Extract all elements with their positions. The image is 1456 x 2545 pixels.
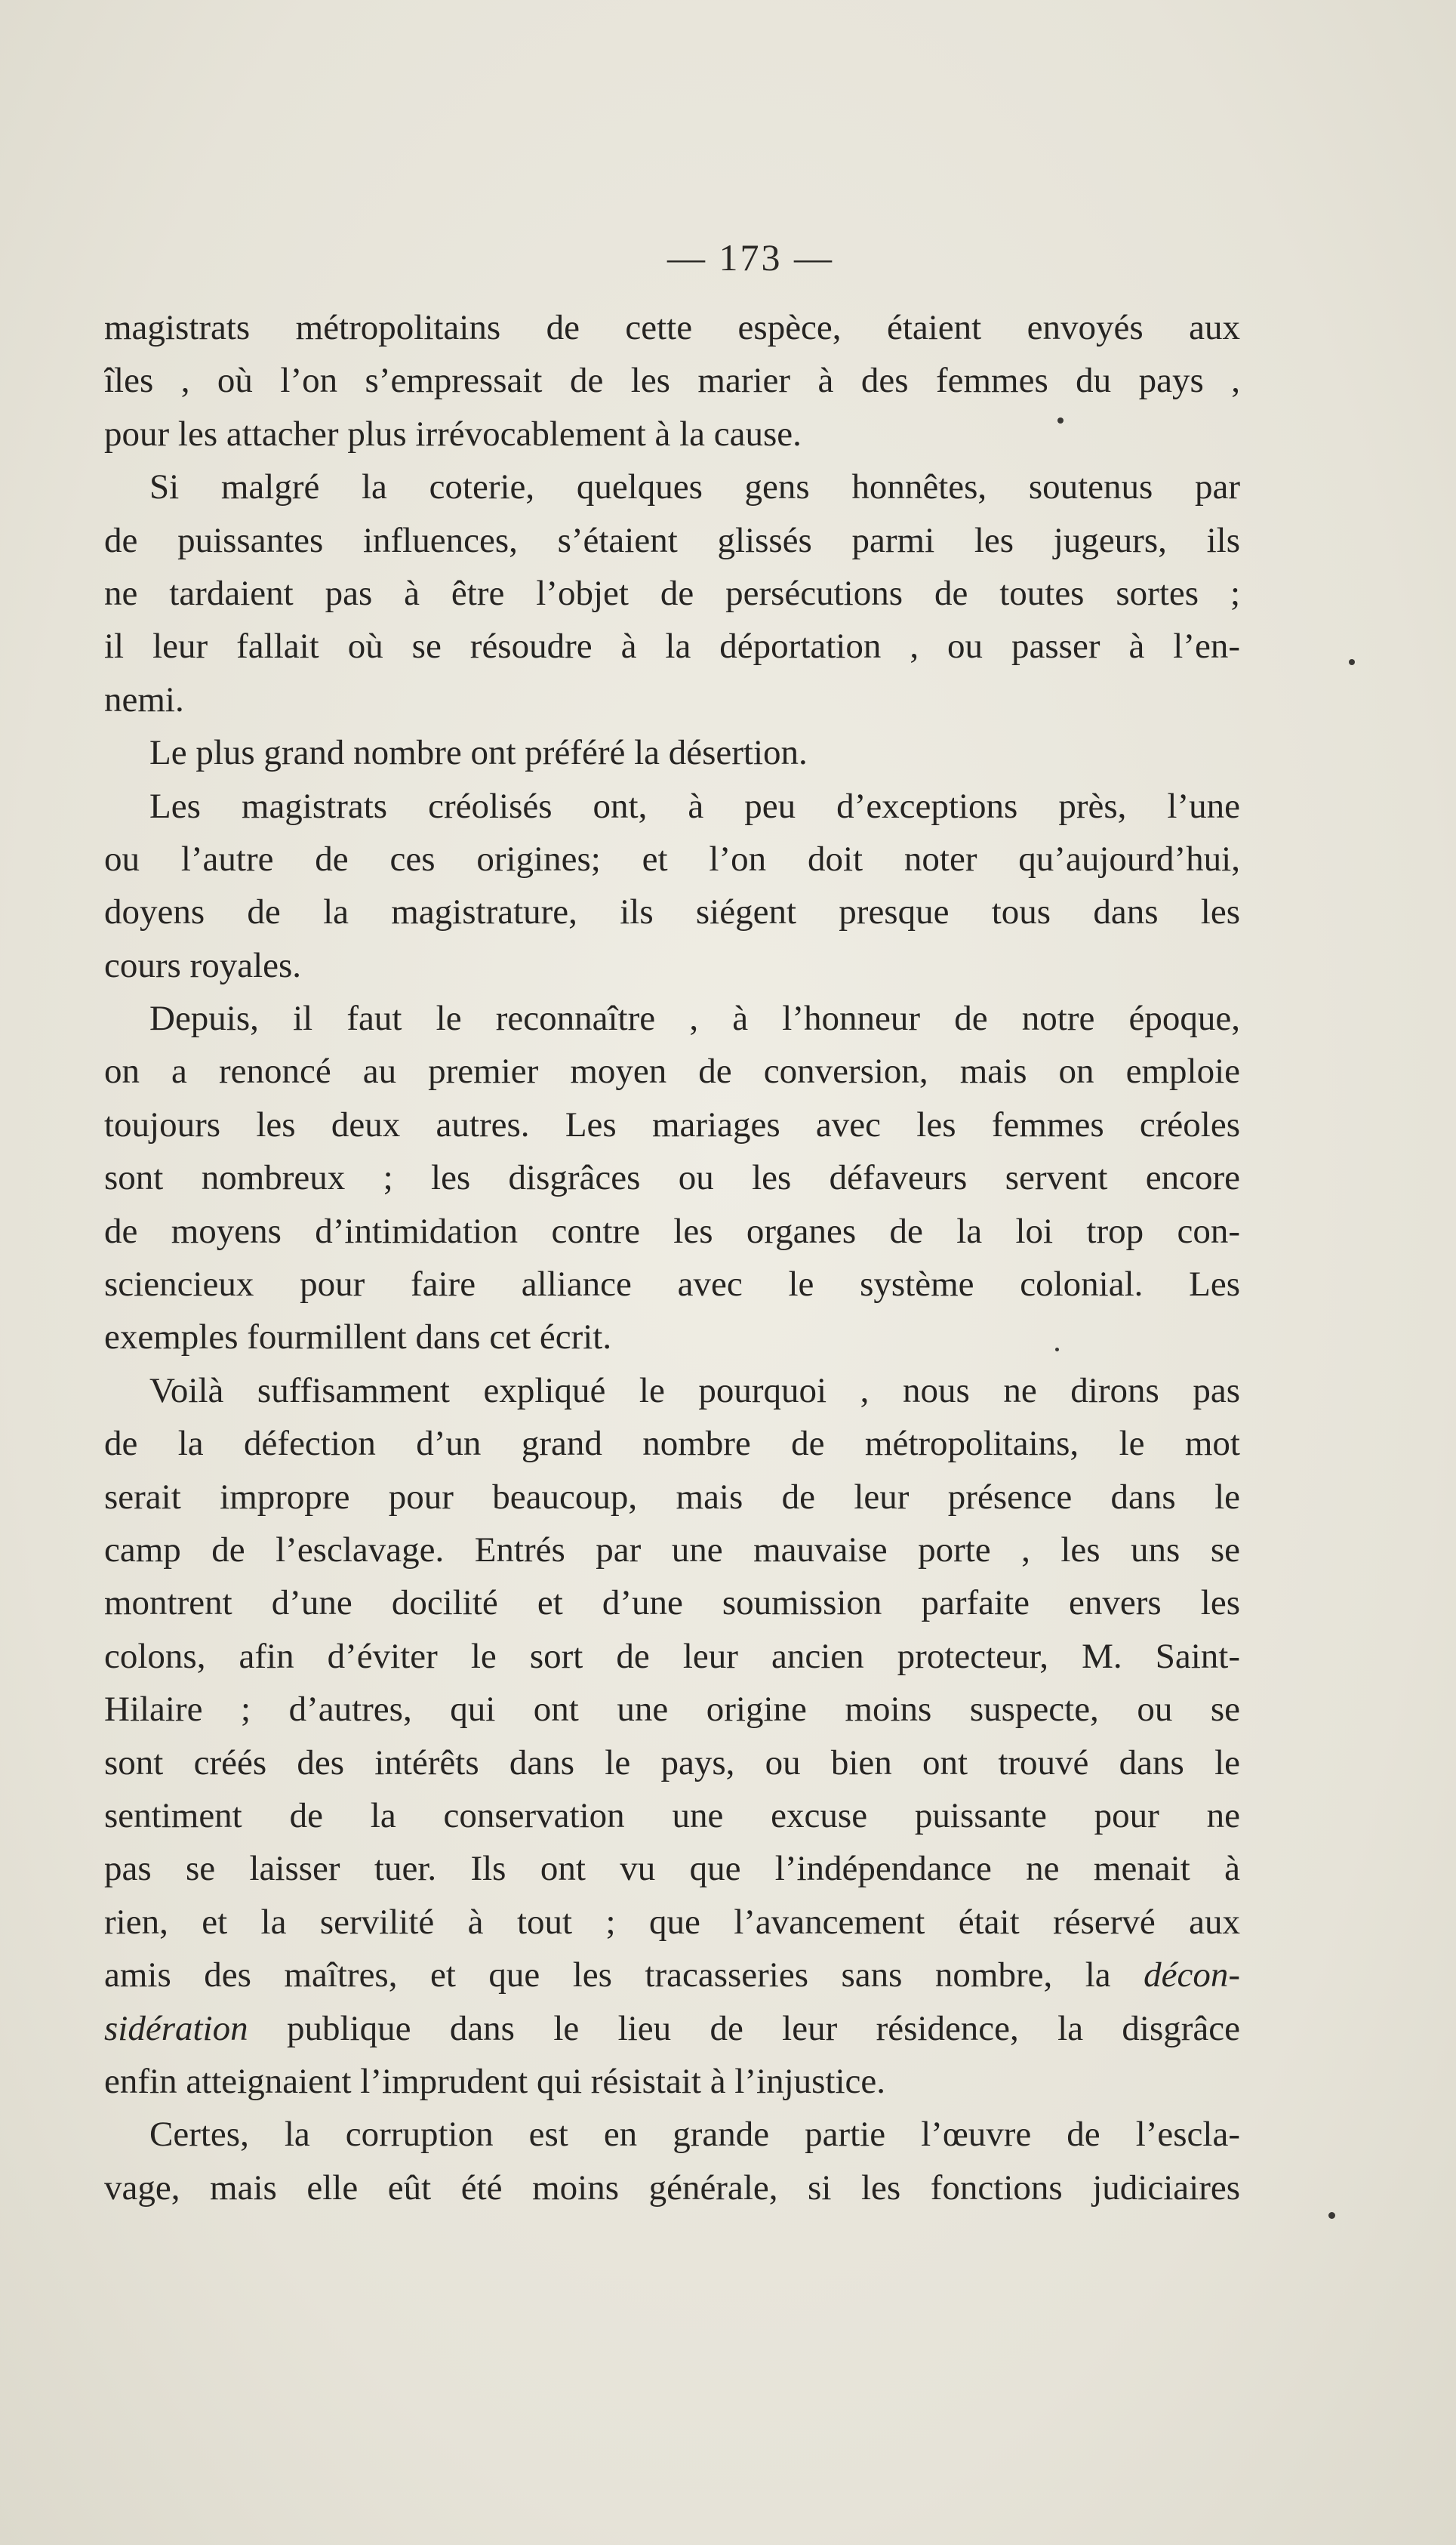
text-line [104,1471,1240,1524]
text-line [104,1417,1240,1470]
text-line [104,1736,1240,1789]
italic-text: décon- [1144,1955,1240,1995]
line-text: Depuis, il faut le reconnaître , à l’honneur de notre époque, [149,999,1240,1039]
text-line [104,354,1240,407]
text-line [104,780,1240,833]
text-line [104,2161,1240,2214]
text-line [104,461,1240,513]
text-line [104,1311,1240,1363]
ink-speck [1349,659,1355,665]
text-line [104,1524,1240,1576]
line-text: îles , où l’on s’empressait de les marier à des femmes du pays , [104,361,1240,401]
text-line [104,514,1240,567]
line-text: sont nombreux ; les disgrâces ou les défaveurs servent encore [104,1158,1240,1198]
text-line [104,886,1240,938]
text-line [104,833,1240,886]
text-line [104,2108,1240,2161]
text-line [104,301,1240,354]
line-text: toujours les deux autres. Les mariages avec les femmes créoles [104,1105,1240,1145]
line-text: Hilaire ; d’autres, qui ont une origine moins suspecte, ou se [104,1690,1240,1730]
line-text: Voilà suffisamment expliqué le pourquoi , nous ne dirons pas [149,1370,1240,1410]
text-line [104,1842,1240,1895]
text-line [104,673,1240,726]
text-line [104,1949,1240,2001]
line-text: Le plus grand nombre ont préféré la désertion. [149,733,808,773]
line-text: vage, mais elle eût été moins générale, si les fonctions judiciaires [104,2168,1240,2208]
line-text: de la défection d’un grand nombre de métropolitains, le mot [104,1424,1240,1464]
line-text: doyens de la magistrature, ils siégent presque tous dans les [104,892,1240,932]
text-line [104,1258,1240,1311]
line-text: Les magistrats créolisés ont, à peu d’exceptions près, l’une [149,786,1240,826]
text-line [104,567,1240,620]
text-line [104,726,1240,779]
line-text: on a renoncé au premier moyen de conversion, mais on emploie [104,1052,1240,1092]
line-text: enfin atteignaient l’imprudent qui résistait à l’injustice. [104,2061,886,2101]
text-line [104,1151,1240,1204]
line-text: il leur fallait où se résoudre à la déportation , ou passer à l’en- [104,627,1240,667]
text-line [104,1683,1240,1736]
ink-speck [1328,2212,1335,2219]
text-line [104,992,1240,1045]
ink-speck [1055,1348,1059,1351]
line-text: amis des maîtres, et que les tracasseries sans nombre, la [104,1955,1111,1995]
line-text: de moyens d’intimidation contre les organes de la loi trop con- [104,1211,1240,1251]
body-text [104,301,1240,2214]
text-line [104,1789,1240,1842]
text-line [104,2002,1240,2055]
text-line [104,1576,1240,1629]
line-text: camp de l’esclavage. Entrés par une mauvaise porte , les uns se [104,1530,1240,1570]
line-text: cours royales. [104,945,302,985]
text-line [104,408,1240,461]
ink-speck [1057,417,1064,424]
line-text: publique dans le lieu de leur résidence, la disgrâce [286,2008,1240,2048]
line-text: sciencieux pour faire alliance avec le système colonial. Les [104,1265,1240,1305]
line-text: sentiment de la conservation une excuse puissante pour ne [104,1795,1240,1835]
line-text: serait impropre pour beaucoup, mais de leur présence dans le [104,1477,1240,1517]
line-text: Certes, la corruption est en grande partie l’œuvre de l’escla- [149,2115,1240,2155]
italic-text: sidération [104,2008,248,2048]
text-line [104,1364,1240,1417]
text-line [104,2055,1240,2108]
text-line [104,1098,1240,1151]
line-text: ou l’autre de ces origines; et l’on doit noter qu’aujourd’hui, [104,839,1240,879]
text-line [104,620,1240,673]
page-number: — 173 — [667,236,834,279]
line-text: rien, et la servilité à tout ; que l’avancement était réservé aux [104,1902,1240,1942]
text-line [104,1045,1240,1098]
text-line [104,1205,1240,1258]
line-text: sont créés des intérêts dans le pays, ou bien ont trouvé dans le [104,1742,1240,1782]
line-text: nemi. [104,679,184,719]
text-line [104,939,1240,992]
text-line [104,1896,1240,1949]
line-text: montrent d’une docilité et d’une soumission parfaite envers les [104,1583,1240,1623]
line-text: de puissantes influences, s’étaient glissés parmi les jugeurs, ils [104,520,1240,560]
line-text: Si malgré la coterie, quelques gens honnêtes, soutenus par [149,467,1240,507]
line-text: pas se laisser tuer. Ils ont vu que l’indépendance ne menait à [104,1849,1240,1889]
line-text: magistrats métropolitains de cette espèce, étaient envoyés aux [104,308,1240,347]
line-text: colons, afin d’éviter le sort de leur ancien protecteur, M. Saint- [104,1636,1240,1676]
text-line [104,1630,1240,1683]
line-text: ne tardaient pas à être l’objet de persécutions de toutes sortes ; [104,573,1240,613]
line-text: pour les attacher plus irrévocablement à la cause. [104,414,802,454]
line-text: exemples fourmillent dans cet écrit. [104,1317,612,1357]
